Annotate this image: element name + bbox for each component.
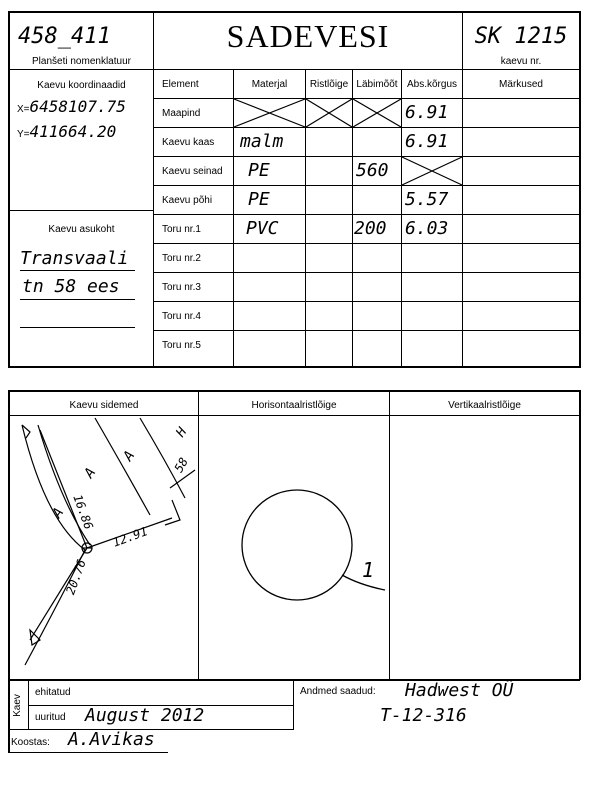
cell-labimoot: 560	[356, 160, 389, 181]
source-value: Hadwest OÜ	[405, 680, 514, 701]
row-element: Toru nr.3	[162, 282, 201, 293]
sketch-label-a: A	[49, 504, 68, 522]
col-header-materjal: Materjal	[251, 79, 288, 90]
cell-abs: 6.91	[405, 102, 449, 123]
cell-labimoot: 200	[354, 218, 387, 239]
y-coordinate: Y=411664.20	[17, 122, 117, 141]
row-element: Toru nr.2	[162, 253, 201, 264]
surveyed-value: August 2012	[85, 705, 205, 726]
kaev-side-label: Kaev	[11, 694, 23, 717]
cell-abs: 6.91	[405, 131, 449, 152]
col-header-markused: Märkused	[499, 79, 543, 90]
row-element: Kaevu kaas	[162, 137, 215, 148]
section-connections: Kaevu sidemed	[69, 400, 139, 411]
col-header-ristloige: Ristlõige	[309, 79, 349, 90]
sketch-label-a: A	[81, 464, 100, 482]
author-label: Koostas:	[11, 737, 50, 748]
built-label: ehitatud	[35, 687, 71, 698]
row-element: Kaevu seinad	[162, 166, 223, 177]
coordinates-label: Kaevu koordinaadid	[37, 80, 126, 91]
row-element: Toru nr.1	[162, 224, 201, 235]
col-header-labimoot: Läbimõõt	[356, 79, 398, 90]
document-title: SADEVESI	[226, 18, 390, 54]
nomenclature-value: 458_411	[18, 24, 111, 49]
sketch-dim-1: 16.86	[70, 492, 96, 532]
sketch-label-58: 58	[171, 455, 191, 475]
cell-materjal: malm	[240, 131, 284, 152]
well-number-label: kaevu nr.	[500, 56, 542, 67]
row-element: Maapind	[162, 108, 201, 119]
x-coordinate: X=6458107.75	[17, 97, 126, 116]
col-header-abs: Abs.kõrgus	[406, 79, 458, 90]
location-line-1: Transvaali	[20, 248, 129, 269]
row-element: Toru nr.4	[162, 311, 201, 322]
source-label: Andmed saadud:	[300, 686, 376, 697]
cell-materjal: PVC	[246, 218, 279, 239]
well-number: SK 1215	[474, 24, 568, 49]
section-horizontal: Horisontaalristlõige	[251, 400, 337, 411]
sketch-label-a: A	[120, 447, 139, 465]
source-ref: T-12-316	[380, 705, 467, 726]
sketch-dim-2: 12.91	[110, 524, 150, 550]
pipe-number: 1	[362, 558, 375, 582]
section-vertical: Vertikaalristlõige	[448, 400, 521, 411]
sketch-label-h: H	[173, 424, 191, 441]
surveyed-label: uuritud	[35, 712, 66, 723]
cell-abs: 6.03	[405, 218, 449, 239]
cell-abs: 5.57	[405, 189, 449, 210]
location-line-2: tn 58 ees	[22, 276, 120, 297]
author-value: A.Avikas	[68, 729, 155, 750]
sketch-dim-3: 20.76	[63, 557, 89, 597]
cell-materjal: PE	[248, 189, 270, 210]
row-element: Kaevu põhi	[162, 195, 213, 206]
col-header-element: Element	[162, 79, 199, 90]
location-label: Kaevu asukoht	[48, 224, 115, 235]
row-element: Toru nr.5	[162, 340, 201, 351]
cell-materjal: PE	[248, 160, 270, 181]
nomenclature-label: Planšeti nomenklatuur	[32, 56, 131, 67]
